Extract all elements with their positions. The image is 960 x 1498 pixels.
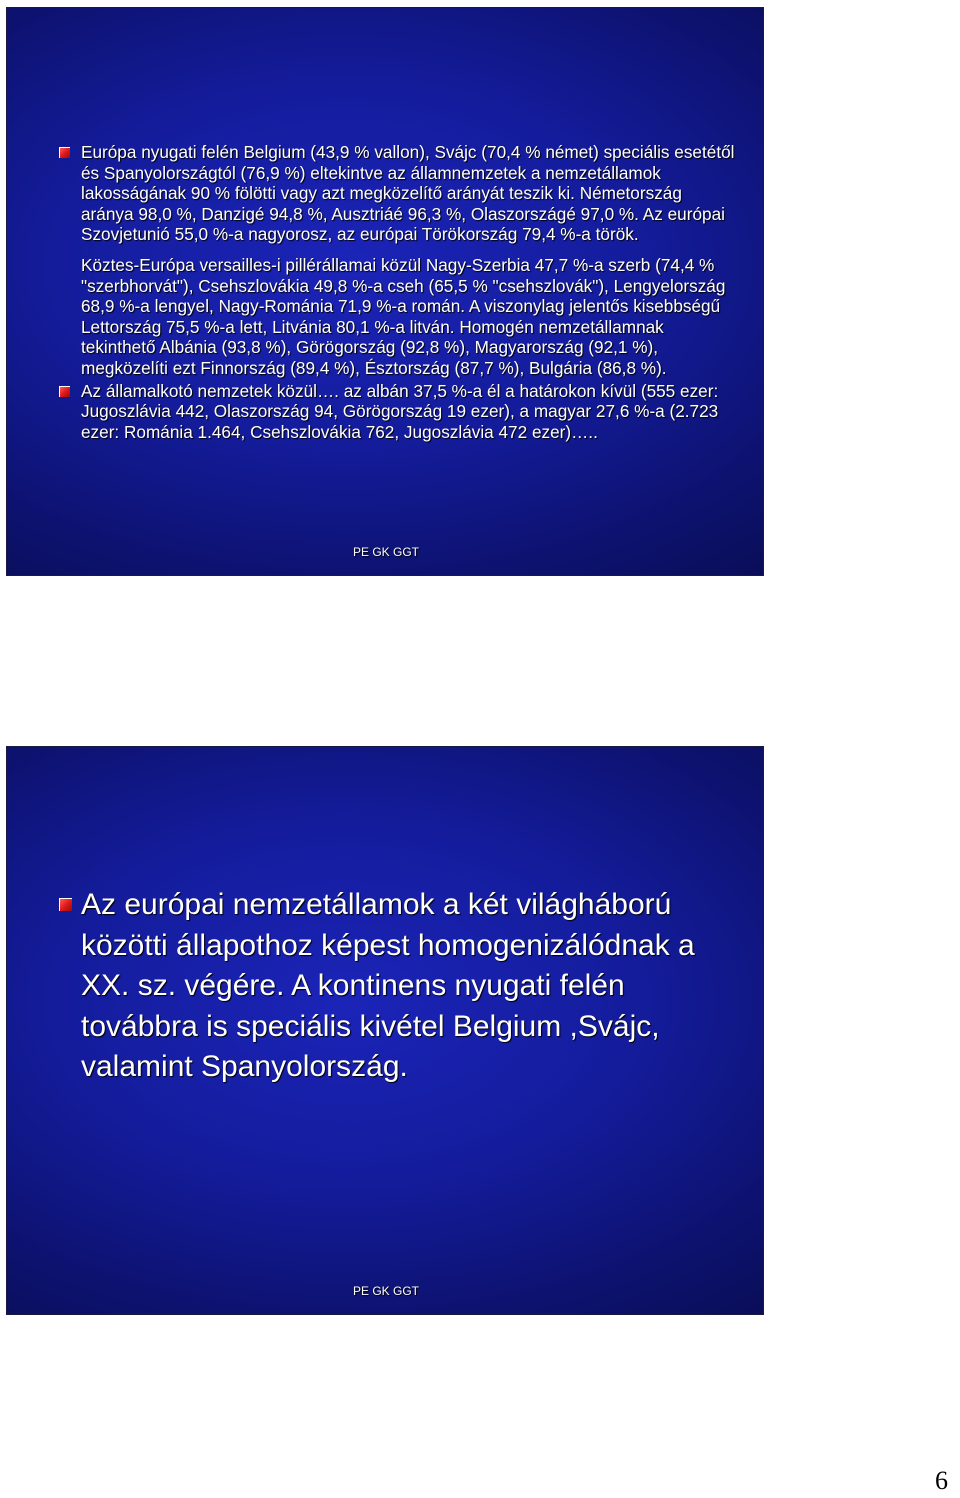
paragraph-text: Az európai nemzetállamok a két világháború közötti állapothoz képest homogenizálódnak a XX. sz. végére. A kontinens nyugati felén továbbra is speciális kivétel Belgium ,Svájc, valamint Spanyolország. bbox=[81, 888, 695, 1083]
red-square-bullet-icon bbox=[59, 898, 72, 911]
slide-1-paragraph-1 bbox=[59, 142, 739, 245]
slide-1-paragraph-3 bbox=[59, 381, 739, 443]
red-square-bullet-icon bbox=[59, 147, 70, 158]
paragraph-text: Köztes-Európa versailles-i pillérállamai közül Nagy-Szerbia 47,7 %-a szerb (74,4 % "szerbhorvát"), Csehszlovákia 49,8 %-a cseh (65,5 % "csehszlovák"), Lengyelország 68,9 %-a lengyel, Nagy-Románia 71,9 %-a román. A viszonylag jelentős kisebbségű Lettország 75,5 %-a lett, Litvánia 80,1 %-a litván. Homogén nemzetállamnak tekinthető Albánia (93,8 %), Görögország (92,8 %), Magyarország (92,1 %), megközelíti ezt Finnország (89,4 %), Észtország (87,7 %), Bulgária (86,8 %). bbox=[81, 254, 726, 378]
paragraph-text: Európa nyugati felén Belgium (43,9 % vallon), Svájc (70,4 % német) speciális esetétől és Spanyolországtól (76,9 %) eltekintve az államnemzetek a nemzetállamok lakosságának 90 % fölötti vagy azt megközelítő arányát teszik ki. Németország aránya 98,0 %, Danzigé 94,8 %, Ausztriáé 96,3 %, Olaszországé 97,0 %. Az európai Szovjetunió 55,0 %-a nagyorosz, az európai Törökország 79,4 %-a török. bbox=[81, 142, 735, 245]
slide-1-paragraph-2 bbox=[59, 255, 739, 379]
slide-1 bbox=[6, 7, 764, 576]
slide-2 bbox=[6, 746, 764, 1315]
paragraph-text: Az államalkotó nemzetek közül…. az albán 37,5 %-a él a határokon kívül (555 ezer: Jugoszlávia 442, Olaszország 94, Görögország 19 ezer), a magyar 27,6 %-a (2.723 ezer: Románia 1.464, Csehszlovákia 762, Jugoszlávia 472 ezer)….. bbox=[81, 380, 719, 442]
red-square-bullet-icon bbox=[59, 386, 70, 397]
slide-2-paragraph-1 bbox=[59, 885, 739, 1088]
slide-footer: PE GK GGT bbox=[352, 1284, 419, 1298]
slide-footer: PE GK GGT bbox=[352, 545, 419, 559]
slide-2-content bbox=[59, 885, 739, 1088]
page-number: 6 bbox=[935, 1466, 948, 1495]
slide-1-content bbox=[59, 142, 739, 442]
